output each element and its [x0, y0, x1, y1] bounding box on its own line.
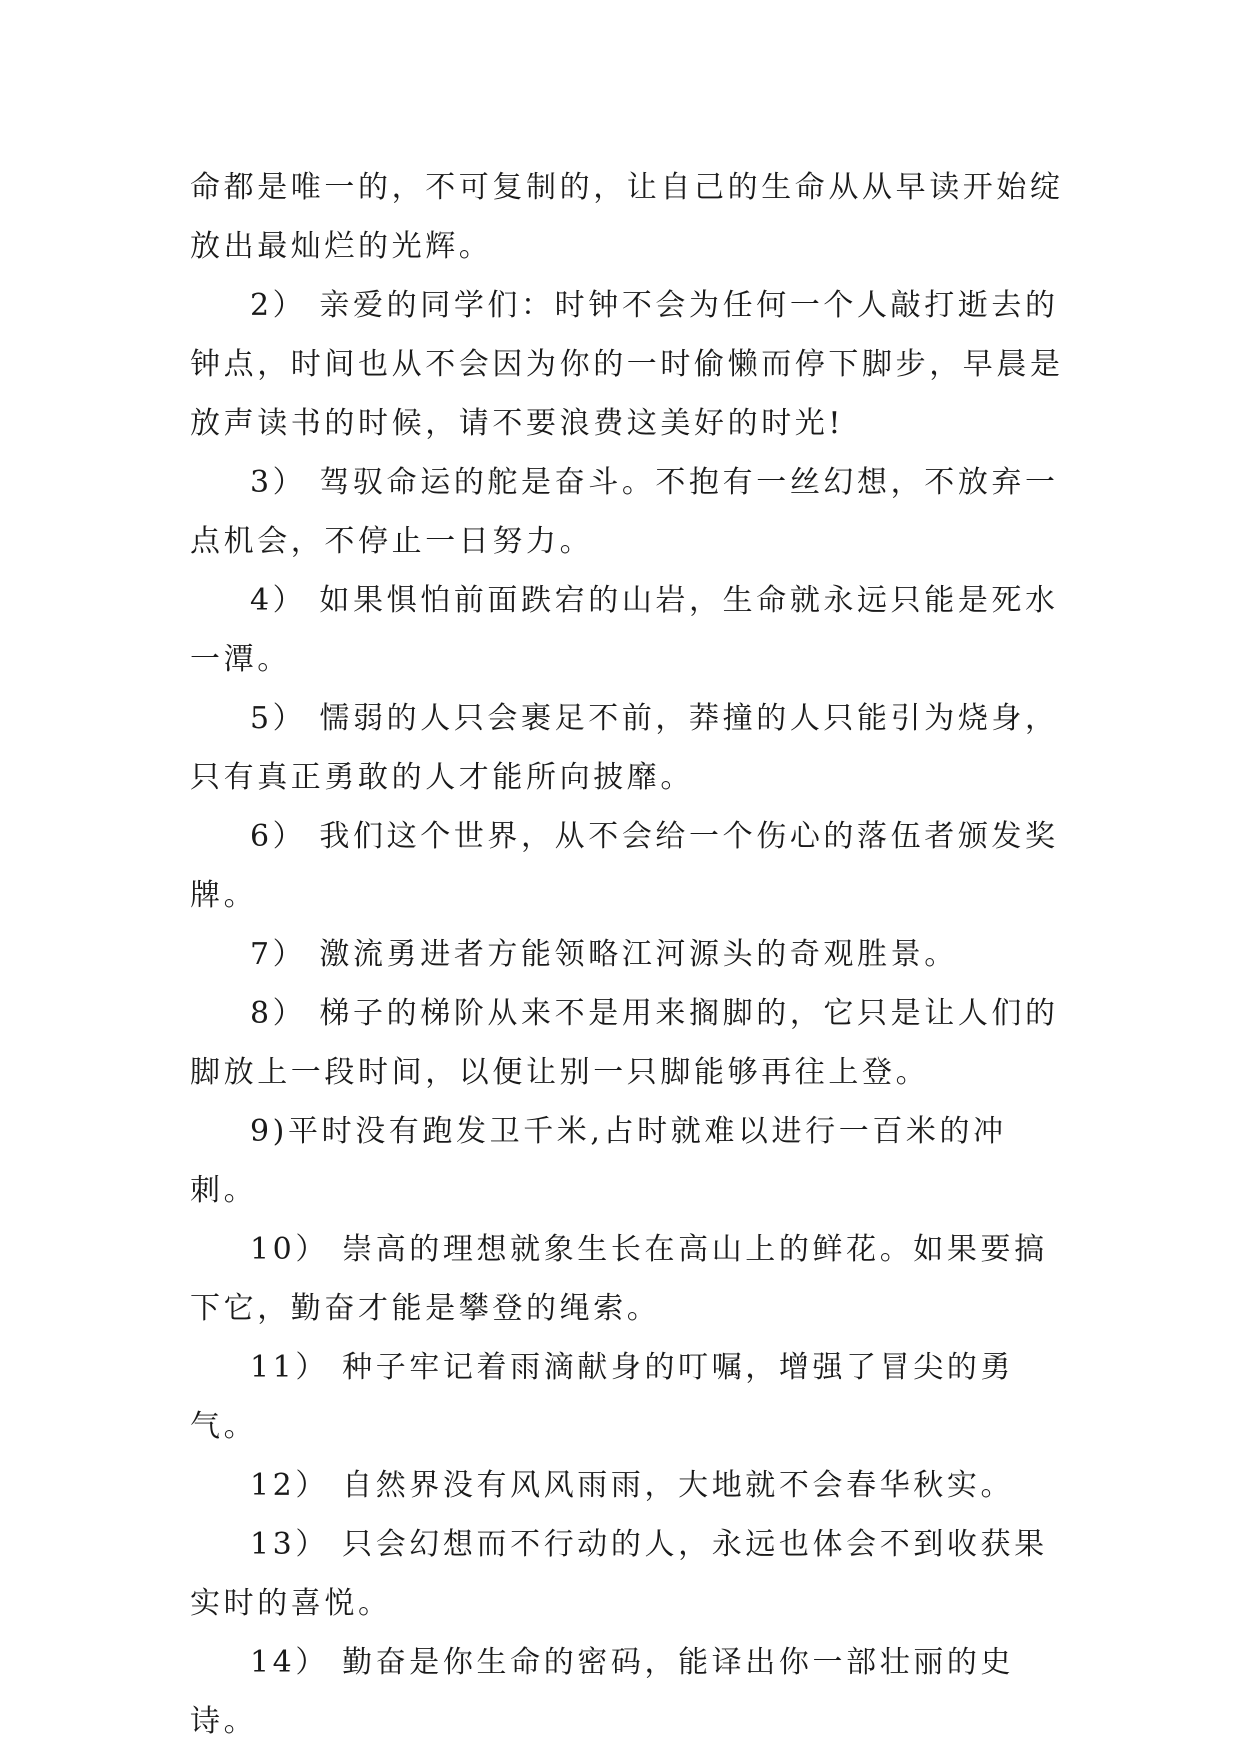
- paragraph-12: 12） 自然界没有风风雨雨，大地就不会春华秋实。: [250, 1468, 1015, 1503]
- paragraph-13: 13） 只会幻想而不行动的人，永远也体会不到收获果实时的喜悦。: [190, 1527, 1048, 1621]
- paragraph-11: 11） 种子牢记着雨滴献身的叮嘱，增强了冒尖的勇气。: [190, 1350, 1015, 1444]
- document-body: [190, 158, 1070, 1751]
- paragraph-8: 8） 梯子的梯阶从来不是用来搁脚的，它只是让人们的脚放上一段时间，以便让别一只脚能够再往上登。: [190, 996, 1059, 1090]
- paragraph-5: 5） 懦弱的人只会裹足不前，莽撞的人只能引为烧身，只有真正勇敢的人才能所向披靡。: [190, 701, 1059, 795]
- paragraph-3: 3） 驾驭命运的舵是奋斗。不抱有一丝幻想，不放弃一点机会，不停止一日努力。: [190, 465, 1059, 559]
- paragraph-9: 9)平时没有跑发卫千米,占时就难以进行一百米的冲刺。: [190, 1114, 1007, 1208]
- paragraph-6: 6） 我们这个世界，从不会给一个伤心的落伍者颁发奖牌。: [190, 819, 1059, 913]
- paragraph-continued: 命都是唯一的，不可复制的，让自己的生命从从早读开始绽放出最灿烂的光辉。: [190, 170, 1064, 264]
- paragraph-4: 4） 如果惧怕前面跌宕的山岩，生命就永远只能是死水一潭。: [190, 583, 1059, 677]
- paragraph-7: 7） 激流勇进者方能领略江河源头的奇观胜景。: [250, 937, 958, 972]
- paragraph-2: 2） 亲爱的同学们：时钟不会为任何一个人敲打逝去的钟点，时间也从不会因为你的一时偷懒而停下脚步，早晨是放声读书的时候，请不要浪费这美好的时光!: [190, 288, 1064, 441]
- paragraph-14: 14） 勤奋是你生命的密码，能译出你一部壮丽的史诗。: [190, 1645, 1015, 1739]
- paragraph-10: 10） 崇高的理想就象生长在高山上的鲜花。如果要搞下它，勤奋才能是攀登的绳索。: [190, 1232, 1048, 1326]
